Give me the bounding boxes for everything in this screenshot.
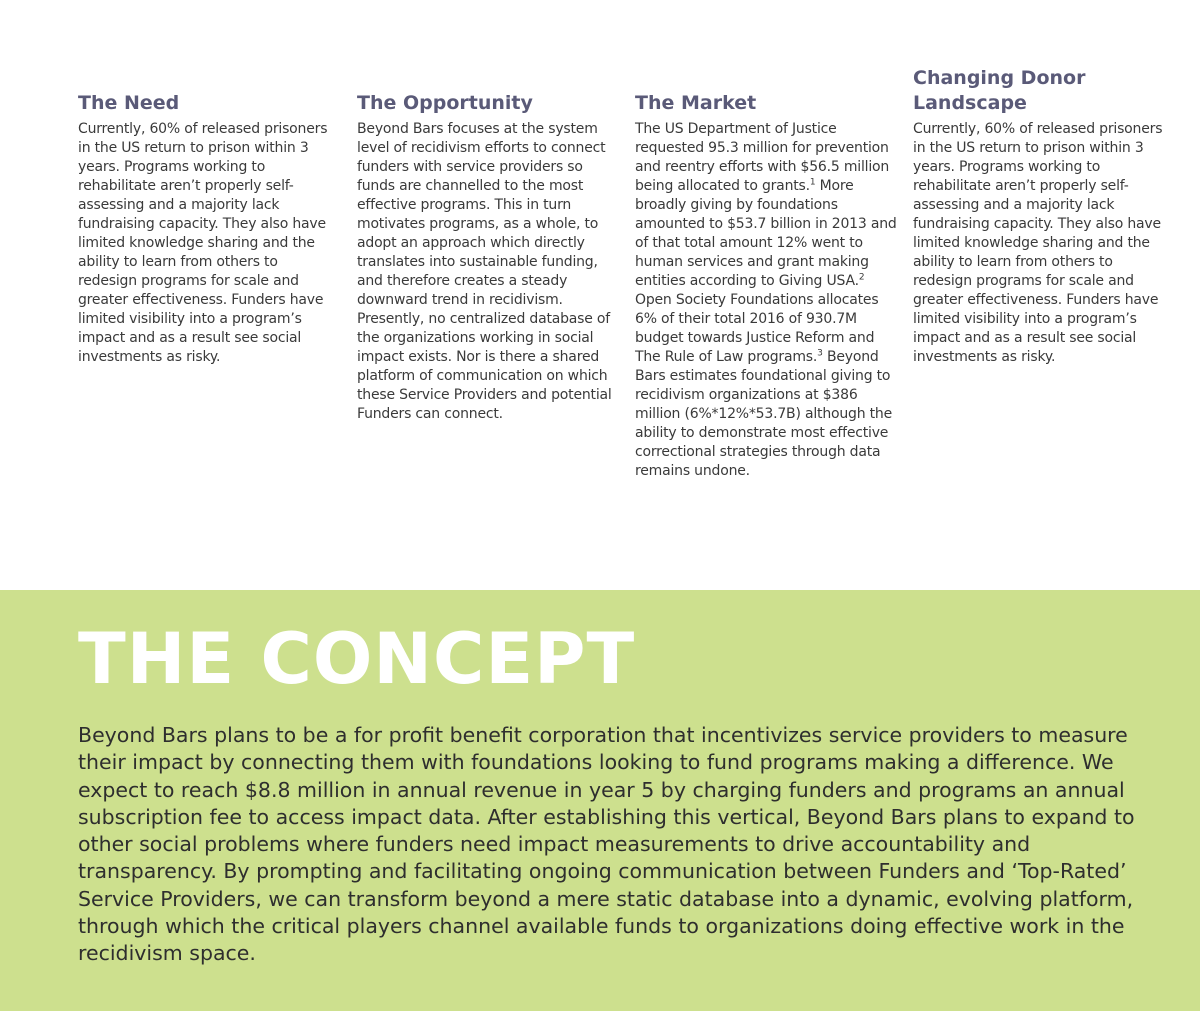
column-changing-donor-landscape (913, 62, 1175, 367)
column-heading: The Need (78, 92, 180, 114)
column-heading: Changing Donor Landscape (913, 67, 1086, 114)
column-the-market (635, 62, 897, 481)
column-body: Currently, 60% of released prisoners in the US return to prison within 3 years. Programs working to rehabilitate aren’t properly self-assessing and a majority lack fundraising capacity. They also have limited knowledge sharing and the ability to learn from others to redesign programs for scale and greater effectiveness. Funders have limited visibility into a program’s impact and as a result see social investments as risky. (913, 121, 1163, 365)
footnote-marker: 3 (817, 348, 823, 359)
column-body (635, 120, 897, 481)
footnote-marker: 2 (858, 272, 865, 283)
column-the-opportunity (357, 62, 619, 424)
body-text-part: Open Society Foundations allocates 6% of their total 2016 of 930.7M budget towards Justice Reform and The Rule of Law programs. (635, 292, 879, 365)
column-the-need (78, 62, 340, 367)
body-text-part: Beyond Bars estimates foundational giving to recidivism organizations at $386 million (6%*12%*53.7B) although the ability to demonstrate most effective correctional strategies through data remains undone. (635, 349, 893, 479)
column-body: Currently, 60% of released prisoners in the US return to prison within 3 years. Programs working to rehabilitate aren’t properly self-assessing and a majority lack fundraising capacity. They also have limited knowledge sharing and the ability to learn from others to redesign programs for scale and greater effectiveness. Funders have limited visibility into a program’s impact and as a result see social investments as risky. (78, 121, 328, 365)
concept-title: THE CONCEPT (78, 618, 636, 700)
body-text-part: The US Department of Justice requested 95.3 million for prevention and reentry efforts with $56.5 million being allocated to grants. (635, 121, 890, 194)
body-text-part: More broadly giving by foundations amounted to $53.7 billion in 2013 and of that total amount 12% went to human services and grant making entities according to Giving USA. (635, 178, 897, 289)
column-body: Beyond Bars focuses at the system level of recidivism efforts to connect funders with service providers so funds are channelled to the most effective programs. This in turn motivates programs, as a whole, to adopt an approach which directly translates into sustainable funding, and therefore creates a steady downward trend in recidivism. Presently, no centralized database of the organizations working in social impact exists. Nor is there a shared platform of communication on which these Service Providers and potential Funders can connect. (357, 121, 612, 422)
concept-body: Beyond Bars plans to be a for profit benefit corporation that incentivizes service providers to measure their impact by connecting them with foundations looking to fund programs making a difference. We expect to reach $8.8 million in annual revenue in year 5 by charging funders and programs an annual subscription fee to access impact data. After establishing this vertical, Beyond Bars plans to expand to other social problems where funders need impact measurements to drive accountability and transparency. By prompting and facilitating ongoing communication between Funders and ‘Top-Rated’ Service Providers, we can transform beyond a mere static database into a dynamic, evolving platform, through which the critical players channel available funds to organizations doing effective work in the recidivism space. (78, 723, 1135, 966)
footnote-marker: 1 (809, 177, 816, 188)
column-heading: The Opportunity (357, 92, 533, 114)
concept-section (0, 590, 1200, 1011)
column-heading: The Market (635, 92, 757, 114)
